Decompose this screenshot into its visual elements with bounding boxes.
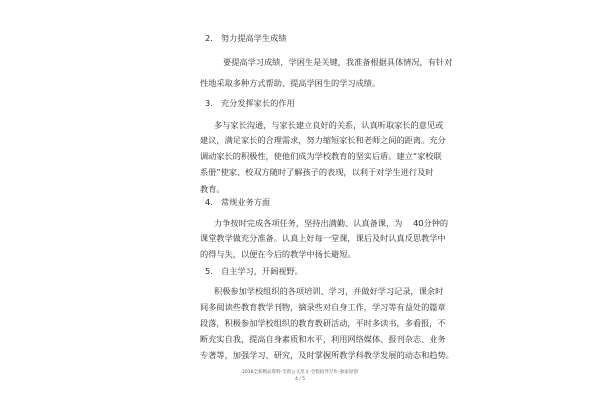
paragraph-line: 断充实自我，提高自身素质和水平，利用网络媒体、报刊杂志、业务 — [200, 334, 446, 344]
paragraph-line: 教育。 — [200, 184, 225, 194]
section-heading: 2. 努力提高学生成绩 — [205, 33, 287, 43]
footer-source: 2016全新精品资料-全新公文范文-全程指导写作–独家原创 — [242, 370, 358, 375]
paragraph-line: 性地采取多种方式帮助、提高学困生的学习成绩。 — [200, 78, 381, 88]
paragraph-line: 段落，积极参加学校组织的教育教研活动，平时多读书，多看报，不 — [200, 318, 446, 328]
page-number: 4 / 5 — [294, 377, 306, 382]
paragraph-line: 建议，满足家长的合理需求，努力缩短家长和老师之间的距离。充分 — [200, 135, 446, 145]
paragraph-line: 要提高学习成绩，学困生是关键，我准备根据具体情况，有针对 — [223, 57, 453, 67]
paragraph-line: 专著等，加强学习、研究，及时掌握所教学科教学发展的动态和趋势。 — [200, 350, 454, 360]
paragraph-line: 课堂教学做充分准备。认真上好每一堂课，课后及时认真反思教学中 — [200, 233, 446, 243]
paragraph-line: 积极参加学校组织的各项培训、学习，并做好学习记录，课余时 — [214, 286, 444, 296]
paragraph-line: 力争按时完成各项任务，坚持出满勤、认真备课，为 40分钟的 — [214, 218, 449, 228]
paragraph-line: 调动家长的积极性，使他们成为学校教育的坚实后盾。建立“家校联 — [200, 151, 442, 161]
section-heading: 4. 常规业务方面 — [205, 197, 271, 207]
section-heading: 3. 充分发挥家长的作用 — [205, 98, 295, 108]
paragraph-line: 的得与失，以便在今后的教学中扬长避短。 — [200, 249, 356, 259]
paragraph-line: 间多阅读些教育教学刊物，摘录些对自身工作，学习等有益处的篇章 — [200, 302, 446, 312]
paragraph-line: 系册”使家、校双方随时了解孩子的表现，以利于对学生进行及时 — [200, 167, 434, 177]
paragraph-line: 多与家长沟通，与家长建立良好的关系，认真听取家长的意见或 — [214, 120, 444, 130]
section-heading: 5. 自主学习，开阔视野。 — [205, 266, 303, 276]
